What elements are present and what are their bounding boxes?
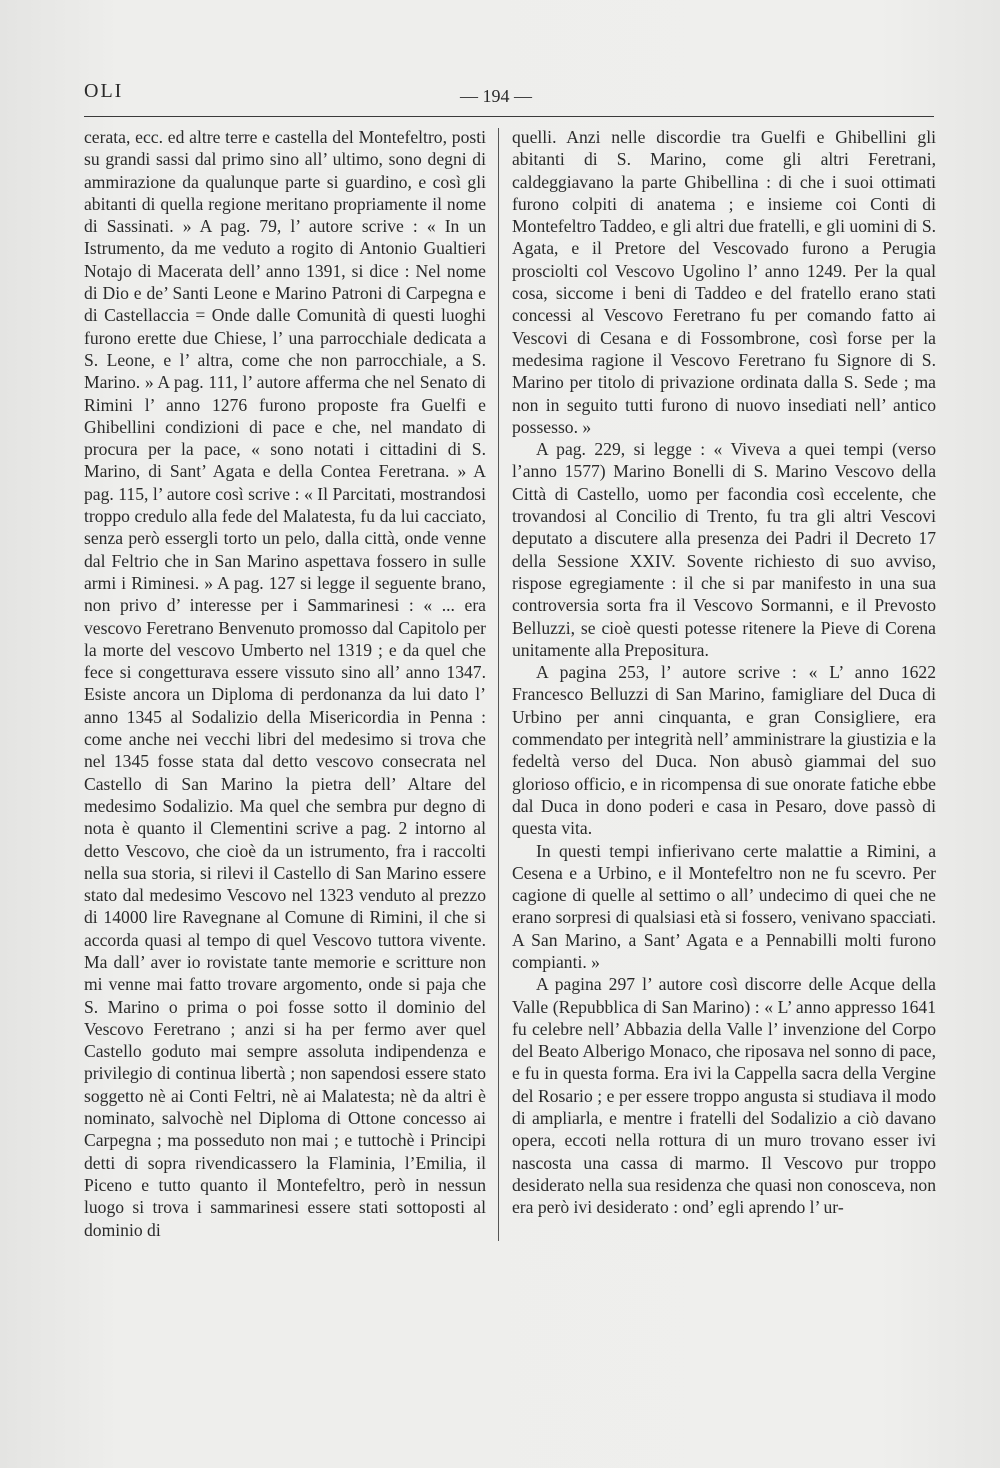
right-paragraph-1: quelli. Anzi nelle discordie tra Guelfi e Ghibellini gli abitanti di S. Marino, come gli altri Feretrani, caldeggiavano la parte Ghibellina : di che i suoi ottimati furono colpiti di anatema ; e insieme coi Conti di Montefeltro Taddeo, e gli altri due fratelli, e gli uomini di S. Agata, e il Pretore del Vescovado furono a Perugia prosciolti col Vescovo Ugolino l’ anno 1249. Per la qual cosa, siccome i beni di Taddeo e del fratello erano stati concessi al Vescovo Feretrano fu per comando fatto ai Vescovi di Cesana e di Fossombrone, così forse per la medesima ragione il Vescovo Feretrano fu Signore di S. Marino per titolo di privazione ordinata dalla S. Sede ; ma non in seguito tutti furono di nuovo insediati nell’ antico possesso. » — [512, 127, 936, 437]
right-paragraph-5: A pagina 297 l’ autore così discorre delle Acque della Valle (Repubblica di San Marino) : « L’ anno appresso 1641 fu celebre nell’ Abbazia della Valle l’ invenzione del Corpo del Beato Alberigo Monaco, che riposava nel sonno di pace, e fu in questa forma. Era ivi la Cappella sacra della Vergine del Rosario ; e per essere troppo angusta si studiava il modo di ampliarla, e mentre i fratelli del Sodalizio a ciò davano opera, eccoti nella rottura di un muro trovano esser ivi nascosta una cassa di marmo. Il Vescovo pur troppo desiderato nella sua residenza che quasi non conosceva, non era però ivi desiderato : ond’ egli aprendo l’ ur- — [512, 974, 936, 1218]
left-column — [84, 126, 486, 1241]
page-number: — 194 — — [460, 86, 532, 106]
header-rule — [84, 116, 934, 117]
right-paragraph-4: In questi tempi infierivano certe malattie a Rimini, a Cesena e a Urbino, e il Montefeltro non ne fu scevro. Per cagione di quelle al settimo o all’ undecimo di quei che ne erano sorpresi di qualsiasi età si fossero, venivano spacciati. A San Marino, a Sant’ Agata e a Pennabilli molti furono compianti. » — [512, 840, 936, 972]
right-paragraph-3: A pagina 253, l’ autore scrive : « L’ anno 1622 Francesco Belluzzi di San Marino, famigliare del Duca di Urbino per anni cinquanta, e gran Consigliere, era commendato per integrità nell’ amministrare la giustizia e la fedeltà verso del Duca. Non abusò giammai del suo glorioso officio, e in ricompensa di sue onorate fatiche ebbe dal Duca in dono poderi e casa in Pesaro, dove passò di questa vita. — [512, 662, 936, 839]
left-paragraph-1: cerata, ecc. ed altre terre e castella del Montefeltro, posti su grandi sassi dal primo sino all’ ultimo, sono degni di ammirazione da qualunque parte si guardino, e così gli abitanti di quella regione meritano propriamente il nome di Sassinati. » A pag. 79, l’ autore scrive : « In un Istrumento, da me veduto a rogito di Antonio Gualtieri Notajo di Macerata dell’ anno 1391, si dice : Nel nome di Dio e de’ Santi Leone e Marino Patroni di Carpegna e di Castellaccia = Onde dalle Comunità di questi luoghi furono erette due Chiese, l’ una parrocchiale dedicata a S. Leone, e l’ altra, come che non parrocchiale, a S. Marino. » A pag. 111, l’ autore afferma che nel Senato di Rimini l’ anno 1276 furono proposte fra Guelfi e Ghibellini condizioni di pace e che, nel mandato di procura per la pace, « sono notati i cittadini di S. Marino, di Sant’ Agata e della Contea Feretrana. » A pag. 115, l’ autore così scrive : « Il Parcitati, mostrandosi troppo credulo alla fede del Malatesta, fu da lui cacciato, senza però essergli torto un pelo, dalla città, onde venne dal Feltrio che in San Marino aspettava fossero in sulle armi i Riminesi. » A pag. 127 si legge il seguente brano, non privo d’ interesse per i Sammarinesi : « ... era vescovo Feretrano Benvenuto promosso dal Capitolo per la morte del vescovo Umberto nel 1319 ; e da quel che fece si congetturava essere vissuto sino all’ anno 1347. Esiste ancora un Diploma di perdonanza da lui dato l’ anno 1345 al Sodalizio della Misericordia in Penna : come anche nei vecchi libri del medesimo si trova che nel 1345 fosse stata dal detto vescovo consecrata nel Castello di San Marino la pietra dell’ Altare del medesimo Sodalizio. Ma quel che sembra pur degno di nota è quanto il Clementini scrive a pag. 2 intorno al detto Vescovo, che cioè da un istrumento, fra i raccolti nella sua storia, si rilevi il Castello di San Marino essere stato dal medesimo Vescovo nel 1323 venduto al prezzo di 14000 lire Ravegnane al Comune di Rimini, il che si accorda quasi al tempo di quel Vescovo tuttora vivente. Ma dall’ aver io rovistate tante memorie e scritture non mi venne mai fatto trovare argomento, onde si paja che S. Marino o prima o poi fosse sotto il dominio del Vescovo Feretrano ; anzi si ha per fermo aver quel Castello goduto mai sempre assoluta indipendenza e privilegio di continua libertà ; non sapendosi essere stato soggetto nè ai Conti Feltri, nè ai Malatesta; nè da altri è nominato, salvochè nel Diploma di Ottone concesso ai Carpegna ; ma posseduto non mai ; e tuttochè i Principi detti di sopra rivendicassero la Flaminia, l’Emilia, il Piceno e tutto quanto il Montefeltro, però in nessun luogo si trova i sammarinesi essere stati sottoposti al dominio di — [84, 127, 486, 1240]
right-paragraph-2: A pag. 229, si legge : « Viveva a quei tempi (verso l’anno 1577) Marino Bonelli di S. Marino Vescovo della Città di Castello, uomo per facondia così eccelente, che trovandosi al Concilio di Trento, fu tra gli altri Vescovi deputato a discutere alla presenza dei Padri il Decreto 17 della Sessione XXIV. Sovente richiesto di suo avviso, rispose egregiamente : il che si par manifesto in una sua controversia sorta fra il Vescovo Sormanni, e il Prevosto Belluzzi, se cioè questi potesse ritenere la Pieve di Corena unitamente alla Prepositura. — [512, 439, 936, 660]
column-divider — [498, 128, 499, 1241]
right-column — [512, 126, 936, 1219]
running-title: OLI — [84, 80, 124, 102]
